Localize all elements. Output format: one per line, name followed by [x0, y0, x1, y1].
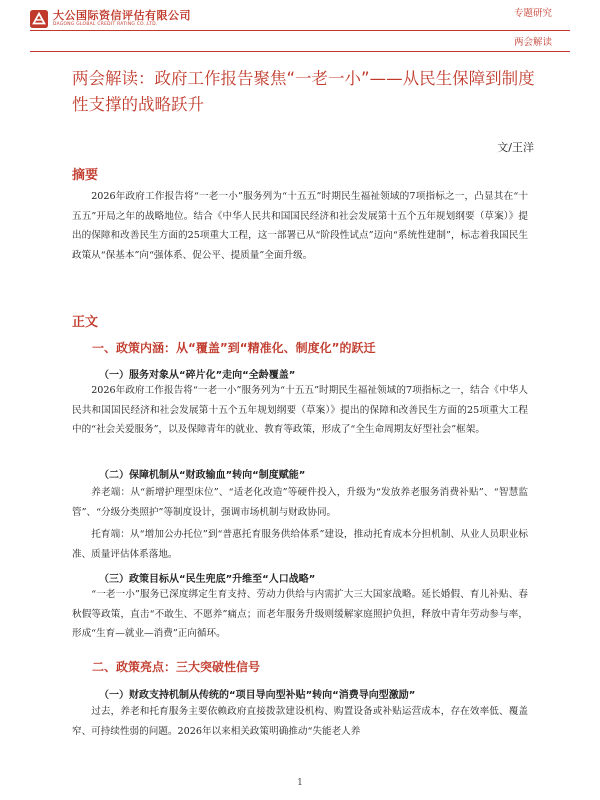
section1-sub2-heading: （二）保障机制从“财政输血”转向“制度赋能”	[99, 470, 306, 481]
abstract-heading: 摘要	[72, 168, 99, 183]
section2-sub1-text: 过去，养老和托育服务主要依赖政府直接拨款建设机构、购置设备或补贴运营成本，存在效率低、覆盖窄、可持续性弱的问题。2026年以来相关政策明确推动“失能老人养	[72, 706, 528, 737]
section1-sub2-text-elderly: 养老端：从“新增护理型床位”、“适老化改造”等硬件投入，升级为“发放养老服务消费补贴”、“智慧监管”、“分级分类照护”等制度设计，强调市场机制与财政协同。	[72, 487, 528, 518]
page-number: 1	[297, 778, 303, 788]
author-byline: 文/王洋	[497, 141, 534, 154]
logo-emblem-icon	[30, 10, 48, 28]
header-divider-bottom	[30, 51, 570, 52]
abstract-text: 2026年政府工作报告将“一老一小”服务列为“十五五”时期民生福祉领域的7项指标之一，凸显其在“十五五”开局之年的战略地位。结合《中华人民共和国国民经济和社会发展第十五个五年规划纲要（草案）》提出的保障和改善民生方面的25项重大工程，这一部署已从“阶段性试点”迈向“系统性建制”，标志着我国民生政策从“保基本”向“强体系、促公平、提质量”全面升级。	[72, 191, 528, 261]
document-title: 两会解读：政府工作报告聚焦“一老一小”——从民生保障到制度性支撑的战略跃升	[72, 69, 535, 114]
header-divider-top	[30, 30, 570, 31]
section1-sub3-heading: （三）政策目标从“民生兜底”升维至“人口战略”	[99, 574, 316, 585]
section1-sub2-text-childcare: 托育端：从“增加公办托位”到“普惠托育服务供给体系”建设，推动托育成本分担机制、从业人员职业标准、质量评估体系落地。	[72, 529, 528, 560]
section1-sub1-heading: （一）服务对象从“碎片化”走向“全龄覆盖”	[99, 370, 296, 381]
section1-sub3-text: “一老一小”服务已深度绑定生育支持、劳动力供给与内需扩大三大国家战略。延长婚假、育儿补贴、春秋假等政策，直击“不敢生、不愿养”痛点；而老年服务升级则缓解家庭照护负担，释放中青年劳动参与率，形成“生育—就业—消费”正向循环。	[72, 589, 528, 639]
section1-heading: 一、政策内涵：从“覆盖”到“精准化、制度化”的跃迁	[92, 341, 376, 355]
section2-sub1-heading: （一）财政支持机制从传统的“项目导向型补贴”转向“消费导向型激励”	[99, 690, 416, 701]
category-tag: 专题研究	[513, 8, 552, 19]
main-heading: 正文	[72, 315, 99, 330]
section1-sub1-text: 2026年政府工作报告将“一老一小”服务列为“十五五”时期民生福祉领域的7项指标之一，结合《中华人民共和国国民经济和社会发展第十五个五年规划纲要（草案）》提出的保障和改善民生方面的25项重大工程中的“社会关爱服务”，以及保障青年的就业、教育等政策，形成了“全生命周期友好型社会”框架。	[72, 385, 528, 435]
page-header	[0, 0, 600, 50]
series-tag: 两会解读	[513, 37, 552, 48]
logo-english-name: DAGONG GLOBAL CREDIT RATING CO.,LTD.	[53, 22, 158, 28]
logo-chinese-name: 大公国际资信评估有限公司	[53, 9, 191, 23]
section2-heading: 二、政策亮点：三大突破性信号	[92, 660, 261, 674]
company-logo	[30, 8, 191, 30]
